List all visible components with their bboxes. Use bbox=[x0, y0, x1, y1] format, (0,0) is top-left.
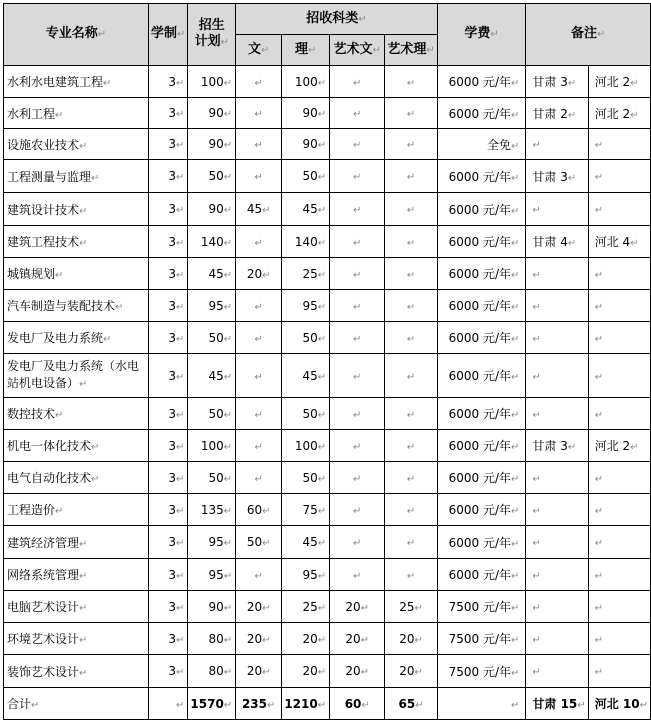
cell-note2: ↵ bbox=[588, 129, 650, 160]
table-row bbox=[4, 526, 651, 559]
cell-note2: 河北 10↵ bbox=[588, 688, 650, 720]
total-row bbox=[4, 688, 651, 720]
table-row bbox=[4, 290, 651, 322]
cell-li: 50↵ bbox=[282, 398, 330, 430]
cell-fee: 6000 元/年↵ bbox=[437, 290, 526, 322]
cell-li: 50↵ bbox=[282, 462, 330, 494]
cell-li: 50↵ bbox=[282, 322, 330, 354]
table-body bbox=[4, 66, 651, 720]
cell-fee: 6000 元/年↵ bbox=[437, 559, 526, 591]
cell-years: 3↵ bbox=[148, 623, 187, 655]
cell-name: 城镇规划↵ bbox=[4, 258, 149, 290]
cell-note2: ↵ bbox=[588, 193, 650, 226]
cell-yli: ↵ bbox=[385, 258, 437, 290]
cell-note1: ↵ bbox=[526, 322, 588, 354]
cell-ywen: ↵ bbox=[330, 526, 385, 559]
cell-note1: ↵ bbox=[526, 129, 588, 160]
cell-note1: 甘肃 2↵ bbox=[526, 98, 588, 129]
cell-fee: 6000 元/年↵ bbox=[437, 160, 526, 193]
header-years: 学制↵ bbox=[148, 4, 187, 66]
cell-yli: ↵ bbox=[385, 559, 437, 591]
cell-plan: 80↵ bbox=[188, 655, 236, 688]
table-row bbox=[4, 160, 651, 193]
cell-note2: 河北 2↵ bbox=[588, 98, 650, 129]
cell-ywen: ↵ bbox=[330, 430, 385, 462]
cell-li: 20↵ bbox=[282, 623, 330, 655]
cell-plan: 90↵ bbox=[188, 129, 236, 160]
cell-note2: ↵ bbox=[588, 494, 650, 526]
table-row bbox=[4, 98, 651, 129]
cell-yli: ↵ bbox=[385, 129, 437, 160]
cell-li: 1210↵ bbox=[282, 688, 330, 720]
cell-plan: 100↵ bbox=[188, 66, 236, 98]
cell-note2: ↵ bbox=[588, 462, 650, 494]
cell-fee: 6000 元/年↵ bbox=[437, 494, 526, 526]
header-plan: 招生 计划↵ bbox=[188, 4, 236, 66]
cell-ywen: ↵ bbox=[330, 98, 385, 129]
cell-li: 25↵ bbox=[282, 258, 330, 290]
cell-wen: 20↵ bbox=[236, 258, 282, 290]
cell-note1: ↵ bbox=[526, 526, 588, 559]
cell-plan: 90↵ bbox=[188, 193, 236, 226]
cell-plan: 95↵ bbox=[188, 526, 236, 559]
header-wen: 文↵ bbox=[236, 35, 282, 66]
table-row bbox=[4, 398, 651, 430]
cell-note2: ↵ bbox=[588, 655, 650, 688]
cell-fee: 7500 元/年↵ bbox=[437, 655, 526, 688]
cell-years: 3↵ bbox=[148, 258, 187, 290]
cell-note1: ↵ bbox=[526, 462, 588, 494]
cell-name: 机电一体化技术↵ bbox=[4, 430, 149, 462]
cell-wen: 20↵ bbox=[236, 591, 282, 623]
header-yishu-wen: 艺术文↵ bbox=[330, 35, 385, 66]
cell-name: 合计↵ bbox=[4, 688, 149, 720]
table-row bbox=[4, 494, 651, 526]
cell-li: 140↵ bbox=[282, 226, 330, 258]
cell-li: 20↵ bbox=[282, 655, 330, 688]
cell-wen: ↵ bbox=[236, 290, 282, 322]
cell-wen: ↵ bbox=[236, 322, 282, 354]
cell-fee: 6000 元/年↵ bbox=[437, 66, 526, 98]
cell-years: 3↵ bbox=[148, 193, 187, 226]
cell-li: 100↵ bbox=[282, 66, 330, 98]
cell-fee: 6000 元/年↵ bbox=[437, 258, 526, 290]
cell-ywen: ↵ bbox=[330, 160, 385, 193]
cell-li: 25↵ bbox=[282, 591, 330, 623]
cell-yli: ↵ bbox=[385, 526, 437, 559]
cell-years: 3↵ bbox=[148, 66, 187, 98]
cell-ywen: ↵ bbox=[330, 226, 385, 258]
table-row bbox=[4, 258, 651, 290]
table-row bbox=[4, 591, 651, 623]
cell-wen: 20↵ bbox=[236, 655, 282, 688]
cell-note1: ↵ bbox=[526, 354, 588, 398]
cell-ywen: ↵ bbox=[330, 462, 385, 494]
header-subjects: 招收科类↵ bbox=[236, 4, 438, 35]
cell-plan: 50↵ bbox=[188, 160, 236, 193]
cell-ywen: 20↵ bbox=[330, 591, 385, 623]
header-fee: 学费↵ bbox=[437, 4, 526, 66]
table-row bbox=[4, 66, 651, 98]
cell-yli: ↵ bbox=[385, 322, 437, 354]
cell-li: 100↵ bbox=[282, 430, 330, 462]
cell-fee: 6000 元/年↵ bbox=[437, 430, 526, 462]
cell-li: 90↵ bbox=[282, 98, 330, 129]
cell-wen: 235↵ bbox=[236, 688, 282, 720]
cell-note1: 甘肃 3↵ bbox=[526, 430, 588, 462]
cell-ywen: ↵ bbox=[330, 494, 385, 526]
cell-plan: 50↵ bbox=[188, 322, 236, 354]
cell-name: 数控技术↵ bbox=[4, 398, 149, 430]
cell-note2: ↵ bbox=[588, 526, 650, 559]
cell-name: 工程造价↵ bbox=[4, 494, 149, 526]
cell-note2: 河北 4↵ bbox=[588, 226, 650, 258]
header-row-1 bbox=[4, 4, 651, 35]
table-row bbox=[4, 226, 651, 258]
cell-plan: 45↵ bbox=[188, 258, 236, 290]
cell-wen: ↵ bbox=[236, 462, 282, 494]
cell-note1: 甘肃 3↵ bbox=[526, 160, 588, 193]
cell-years: 3↵ bbox=[148, 398, 187, 430]
cell-wen: ↵ bbox=[236, 559, 282, 591]
cell-ywen: ↵ bbox=[330, 354, 385, 398]
cell-wen: ↵ bbox=[236, 160, 282, 193]
table-row bbox=[4, 430, 651, 462]
cell-note1: ↵ bbox=[526, 559, 588, 591]
cell-fee: 7500 元/年↵ bbox=[437, 623, 526, 655]
cell-years: 3↵ bbox=[148, 129, 187, 160]
cell-years: ↵ bbox=[148, 688, 187, 720]
cell-name: 发电厂及电力系统（水电站机电设备）↵ bbox=[4, 354, 149, 398]
header-li: 理↵ bbox=[282, 35, 330, 66]
cell-fee: 全免↵ bbox=[437, 129, 526, 160]
cell-years: 3↵ bbox=[148, 494, 187, 526]
cell-plan: 1570↵ bbox=[188, 688, 236, 720]
table-row bbox=[4, 655, 651, 688]
cell-plan: 90↵ bbox=[188, 591, 236, 623]
cell-name: 设施农业技术↵ bbox=[4, 129, 149, 160]
enrollment-table-container bbox=[3, 3, 651, 720]
cell-years: 3↵ bbox=[148, 322, 187, 354]
cell-note2: 河北 2↵ bbox=[588, 430, 650, 462]
cell-name: 建筑设计技术↵ bbox=[4, 193, 149, 226]
cell-wen: ↵ bbox=[236, 226, 282, 258]
table-row bbox=[4, 354, 651, 398]
cell-li: 95↵ bbox=[282, 559, 330, 591]
cell-note2: ↵ bbox=[588, 354, 650, 398]
cell-wen: 50↵ bbox=[236, 526, 282, 559]
cell-name: 发电厂及电力系统↵ bbox=[4, 322, 149, 354]
cell-fee: 6000 元/年↵ bbox=[437, 354, 526, 398]
cell-ywen: ↵ bbox=[330, 322, 385, 354]
cell-years: 3↵ bbox=[148, 559, 187, 591]
cell-wen: ↵ bbox=[236, 98, 282, 129]
cell-years: 3↵ bbox=[148, 591, 187, 623]
cell-wen: ↵ bbox=[236, 430, 282, 462]
cell-years: 3↵ bbox=[148, 354, 187, 398]
cell-note1: ↵ bbox=[526, 655, 588, 688]
cell-yli: ↵ bbox=[385, 354, 437, 398]
cell-name: 环境艺术设计↵ bbox=[4, 623, 149, 655]
cell-plan: 140↵ bbox=[188, 226, 236, 258]
header-yishu-li: 艺术理↵ bbox=[385, 35, 437, 66]
cell-note2: ↵ bbox=[588, 398, 650, 430]
cell-fee: 6000 元/年↵ bbox=[437, 98, 526, 129]
cell-ywen: 20↵ bbox=[330, 623, 385, 655]
cell-note1: ↵ bbox=[526, 193, 588, 226]
cell-yli: ↵ bbox=[385, 160, 437, 193]
cell-plan: 45↵ bbox=[188, 354, 236, 398]
cell-ywen: ↵ bbox=[330, 398, 385, 430]
cell-plan: 50↵ bbox=[188, 462, 236, 494]
cell-years: 3↵ bbox=[148, 462, 187, 494]
cell-note1: 甘肃 4↵ bbox=[526, 226, 588, 258]
cell-wen: 45↵ bbox=[236, 193, 282, 226]
cell-wen: 20↵ bbox=[236, 623, 282, 655]
cell-ywen: ↵ bbox=[330, 193, 385, 226]
table-row bbox=[4, 193, 651, 226]
cell-note1: ↵ bbox=[526, 290, 588, 322]
header-note: 备注↵ bbox=[526, 4, 651, 66]
cell-plan: 95↵ bbox=[188, 559, 236, 591]
cell-note1: ↵ bbox=[526, 591, 588, 623]
cell-note2: ↵ bbox=[588, 559, 650, 591]
cell-note1: ↵ bbox=[526, 258, 588, 290]
cell-note2: ↵ bbox=[588, 290, 650, 322]
cell-note2: ↵ bbox=[588, 322, 650, 354]
cell-note2: ↵ bbox=[588, 160, 650, 193]
cell-note1: ↵ bbox=[526, 494, 588, 526]
cell-years: 3↵ bbox=[148, 98, 187, 129]
cell-li: 45↵ bbox=[282, 193, 330, 226]
cell-fee: 6000 元/年↵ bbox=[437, 526, 526, 559]
cell-note1: 甘肃 3↵ bbox=[526, 66, 588, 98]
cell-note1: ↵ bbox=[526, 623, 588, 655]
cell-wen: 60↵ bbox=[236, 494, 282, 526]
cell-years: 3↵ bbox=[148, 226, 187, 258]
cell-yli: ↵ bbox=[385, 290, 437, 322]
cell-wen: ↵ bbox=[236, 66, 282, 98]
cell-note2: ↵ bbox=[588, 258, 650, 290]
cell-fee: 6000 元/年↵ bbox=[437, 398, 526, 430]
table-row bbox=[4, 462, 651, 494]
cell-plan: 90↵ bbox=[188, 98, 236, 129]
cell-yli: 20↵ bbox=[385, 655, 437, 688]
cell-years: 3↵ bbox=[148, 430, 187, 462]
cell-yli: ↵ bbox=[385, 398, 437, 430]
cell-plan: 95↵ bbox=[188, 290, 236, 322]
cell-fee: 6000 元/年↵ bbox=[437, 193, 526, 226]
cell-yli: ↵ bbox=[385, 193, 437, 226]
header-name: 专业名称↵ bbox=[4, 4, 149, 66]
cell-li: 50↵ bbox=[282, 160, 330, 193]
cell-name: 装饰艺术设计↵ bbox=[4, 655, 149, 688]
cell-years: 3↵ bbox=[148, 655, 187, 688]
cell-yli: ↵ bbox=[385, 226, 437, 258]
cell-note2: ↵ bbox=[588, 623, 650, 655]
cell-ywen: 20↵ bbox=[330, 655, 385, 688]
cell-wen: ↵ bbox=[236, 129, 282, 160]
table-row bbox=[4, 623, 651, 655]
table-row bbox=[4, 559, 651, 591]
cell-yli: ↵ bbox=[385, 462, 437, 494]
cell-years: 3↵ bbox=[148, 160, 187, 193]
table-row bbox=[4, 322, 651, 354]
cell-name: 水利水电建筑工程↵ bbox=[4, 66, 149, 98]
cell-li: 45↵ bbox=[282, 526, 330, 559]
cell-yli: ↵ bbox=[385, 494, 437, 526]
cell-ywen: ↵ bbox=[330, 129, 385, 160]
cell-years: 3↵ bbox=[148, 526, 187, 559]
cell-ywen: ↵ bbox=[330, 290, 385, 322]
table-row bbox=[4, 129, 651, 160]
cell-name: 电脑艺术设计↵ bbox=[4, 591, 149, 623]
cell-years: 3↵ bbox=[148, 290, 187, 322]
cell-yli: 20↵ bbox=[385, 623, 437, 655]
cell-ywen: 60↵ bbox=[330, 688, 385, 720]
cell-note2: ↵ bbox=[588, 591, 650, 623]
cell-ywen: ↵ bbox=[330, 559, 385, 591]
cell-fee: ↵ bbox=[437, 688, 526, 720]
cell-ywen: ↵ bbox=[330, 66, 385, 98]
cell-name: 电气自动化技术↵ bbox=[4, 462, 149, 494]
cell-note1: 甘肃 15↵ bbox=[526, 688, 588, 720]
cell-name: 工程测量与监理↵ bbox=[4, 160, 149, 193]
cell-fee: 6000 元/年↵ bbox=[437, 322, 526, 354]
cell-note1: ↵ bbox=[526, 398, 588, 430]
cell-note2: 河北 2↵ bbox=[588, 66, 650, 98]
cell-yli: ↵ bbox=[385, 66, 437, 98]
cell-wen: ↵ bbox=[236, 354, 282, 398]
cell-yli: ↵ bbox=[385, 430, 437, 462]
cell-li: 90↵ bbox=[282, 129, 330, 160]
cell-li: 95↵ bbox=[282, 290, 330, 322]
cell-yli: 65↵ bbox=[385, 688, 437, 720]
cell-li: 45↵ bbox=[282, 354, 330, 398]
cell-plan: 135↵ bbox=[188, 494, 236, 526]
cell-fee: 6000 元/年↵ bbox=[437, 462, 526, 494]
cell-yli: ↵ bbox=[385, 98, 437, 129]
cell-name: 建筑工程技术↵ bbox=[4, 226, 149, 258]
enrollment-table bbox=[3, 3, 651, 720]
cell-wen: ↵ bbox=[236, 398, 282, 430]
cell-plan: 100↵ bbox=[188, 430, 236, 462]
cell-name: 汽车制造与装配技术↵ bbox=[4, 290, 149, 322]
cell-yli: 25↵ bbox=[385, 591, 437, 623]
cell-li: 75↵ bbox=[282, 494, 330, 526]
cell-name: 网络系统管理↵ bbox=[4, 559, 149, 591]
cell-ywen: ↵ bbox=[330, 258, 385, 290]
cell-fee: 7500 元/年↵ bbox=[437, 591, 526, 623]
cell-name: 水利工程↵ bbox=[4, 98, 149, 129]
cell-name: 建筑经济管理↵ bbox=[4, 526, 149, 559]
cell-plan: 50↵ bbox=[188, 398, 236, 430]
cell-fee: 6000 元/年↵ bbox=[437, 226, 526, 258]
cell-plan: 80↵ bbox=[188, 623, 236, 655]
